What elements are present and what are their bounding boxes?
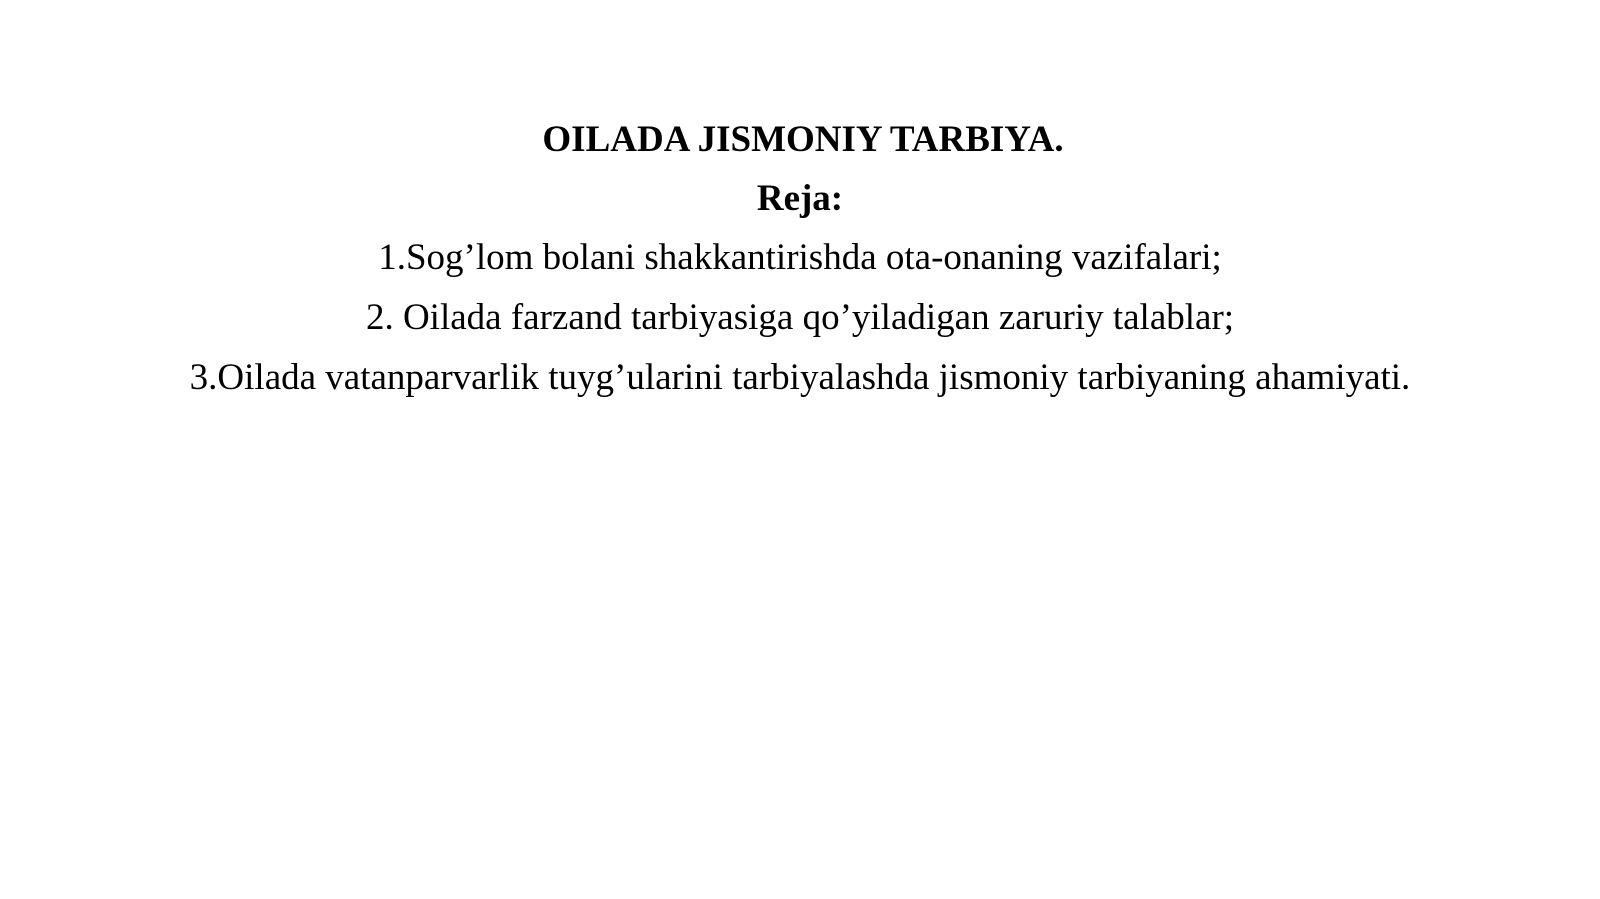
plan-item-2: 2. Oilada farzand tarbiyasiga qo’yiladigan zaruriy talablar;: [365, 297, 1235, 338]
plan-heading: Reja:: [756, 178, 844, 219]
document-content: [0, 116, 1600, 414]
plan-list: [0, 234, 1600, 402]
plan-item-1: 1.Sog’lom bolani shakkantirishda ota-onaning vazifalari;: [378, 237, 1222, 278]
document-title: OILADA JISMONIY TARBIYA.: [542, 119, 1064, 160]
plan-item-3: 3.Oilada vatanparvarlik tuyg’ularini tarbiyalashda jismoniy tarbiyaning ahamiyati.: [189, 357, 1411, 398]
